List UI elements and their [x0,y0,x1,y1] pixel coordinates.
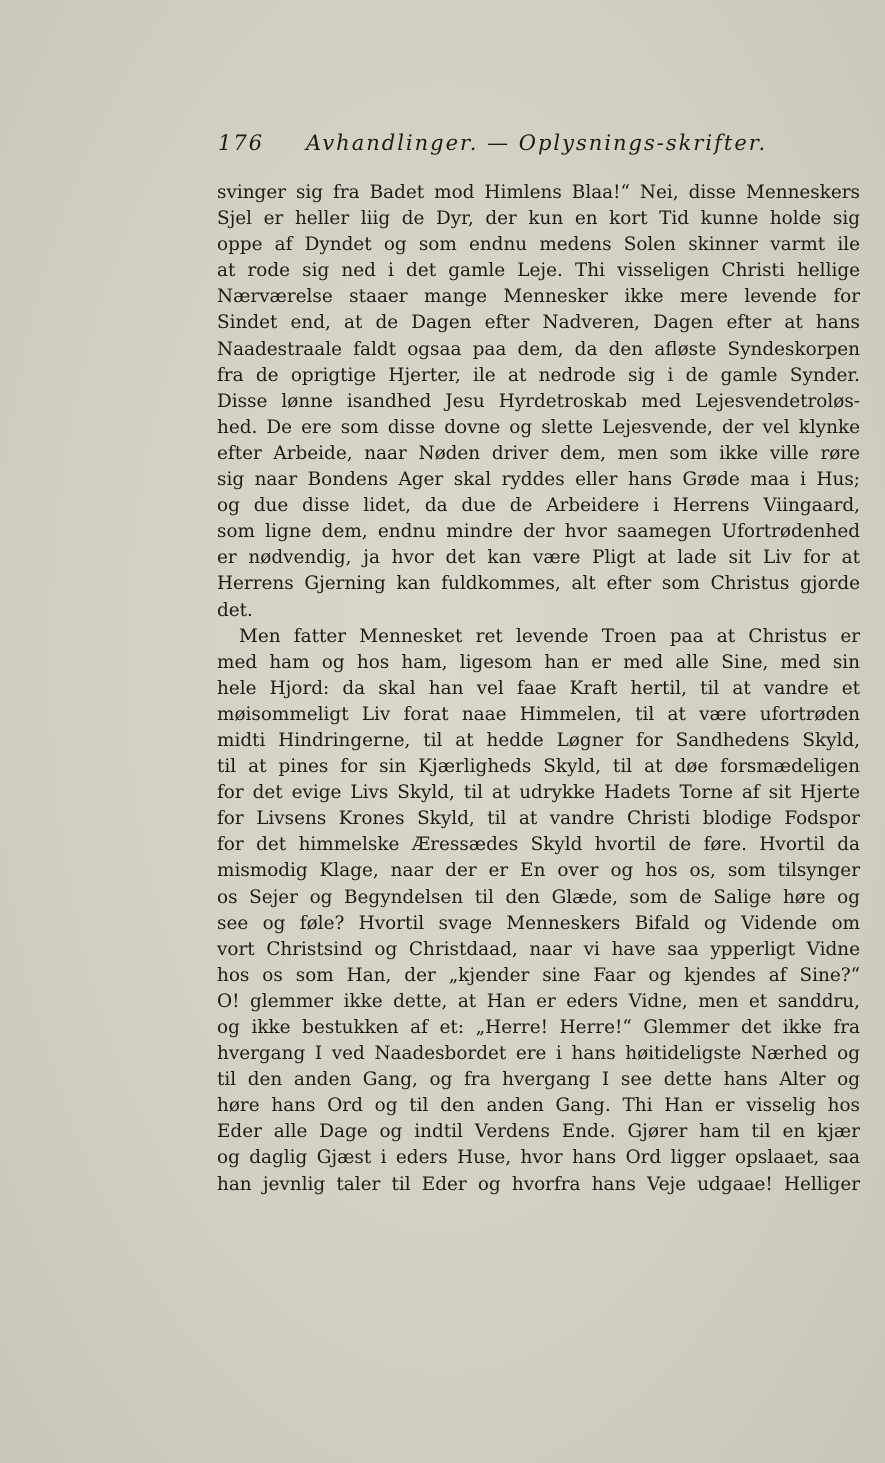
text-line: Disse lønne isandhed Jesu Hyrdetroskab med Lejesvendetroløs- [217,390,860,412]
text-line: høre hans Ord og til den anden Gang. Thi Han er visselig hos [217,1095,860,1117]
text-line: Eder alle Dage og indtil Verdens Ende. Gjører ham til en kjær [217,1121,860,1143]
text-line: Naadestraale faldt ogsaa paa dem, da den afløste Syndeskorpen [217,338,860,360]
running-header [218,131,778,161]
text-line: og due disse lidet, da due de Arbeidere i Herrens Viingaard, [217,495,860,517]
text-line: fra de oprigtige Hjerter, ile at nedrode sig i de gamle Synder. [217,364,860,386]
text-line: som ligne dem, endnu mindre der hvor saamegen Ufortrødenhed [217,521,860,543]
text-line: efter Arbeide, naar Nøden driver dem, men som ikke ville røre [217,442,860,464]
text-line: hvergang I ved Naadesbordet ere i hans høitideligste Nærhed og [217,1043,860,1065]
text-line: sig naar Bondens Ager skal ryddes eller hans Grøde maa i Hus; [217,469,860,491]
text-line: og daglig Gjæst i eders Huse, hvor hans Ord ligger opslaaet, saa [217,1147,860,1169]
text-line: hed. De ere som disse dovne og slette Lejesvende, der vel klynke [217,416,860,438]
text-line: og ikke bestukken af et: „Herre! Herre!“ Glemmer det ikke fra [217,1017,860,1038]
text-line: mismodig Klage, naar der er En over og hos os, som tilsynger [217,860,860,882]
text-line: Herrens Gjerning kan fuldkommes, alt efter som Christus gjorde [217,573,860,595]
page-number: 176 [218,131,265,155]
running-title: Avhandlinger. — Oplysnings-skrifter. [306,131,768,155]
text-line: O! glemmer ikke dette, at Han er eders Vidne, men et sanddru, [217,990,860,1012]
text-line: hele Hjord: da skal han vel faae Kraft hertil, til at vandre et [217,677,860,699]
text-line: til at pines for sin Kjærligheds Skyld, til at døe forsmædeligen [217,756,860,778]
text-line: at rode sig ned i det gamle Leje. Thi visseligen Christi hellige [217,260,860,282]
text-line: vort Christsind og Christdaad, naar vi have saa ypperligt Vidne [217,938,860,960]
text-line: Sindet end, at de Dagen efter Nadveren, Dagen efter at hans [217,312,860,334]
text-line: møisommeligt Liv forat naae Himmelen, til at være ufortrøden [217,703,860,725]
text-line: Sjel er heller liig de Dyr, der kun en kort Tid kunne holde sig [217,208,860,230]
paragraph-start-line: Men fatter Mennesket ret levende Troen paa at Christus er [239,625,860,647]
text-line: er nødvendig, ja hvor det kan være Pligt at lade sit Liv for at [217,547,860,569]
text-line: svinger sig fra Badet mod Himlens Blaa!“ Nei, disse Menneskers [217,182,860,203]
text-line: midti Hindringerne, til at hedde Løgner for Sandhedens Skyld, [217,729,860,751]
text-line: os Sejer og Begyndelsen til den Glæde, som de Salige høre og [217,886,860,908]
text-line: Nærværelse staaer mange Mennesker ikke mere levende for [217,286,860,308]
text-line: see og føle? Hvortil svage Menneskers Bifald og Vidende om [217,912,860,934]
text-line: til den anden Gang, og fra hvergang I see dette hans Alter og [217,1069,860,1091]
text-line: hos os som Han, der „kjender sine Faar og kjendes af Sine?“ [217,964,860,986]
paragraph-end-line: det. [217,599,253,621]
text-line: for det evige Livs Skyld, til at udrykke Hadets Torne af sit Hjerte [217,782,860,804]
text-line: for Livsens Krones Skyld, til at vandre Christi blodige Fodspor [217,808,860,830]
text-line: han jevnlig taler til Eder og hvorfra hans Veje udgaae! Helliger [217,1173,860,1195]
text-line: med ham og hos ham, ligesom han er med alle Sine, med sin [217,651,860,673]
body-text [217,180,860,1198]
text-line: for det himmelske Æressædes Skyld hvortil de føre. Hvortil da [217,834,860,856]
text-line: oppe af Dyndet og som endnu medens Solen skinner varmt ile [217,234,860,256]
